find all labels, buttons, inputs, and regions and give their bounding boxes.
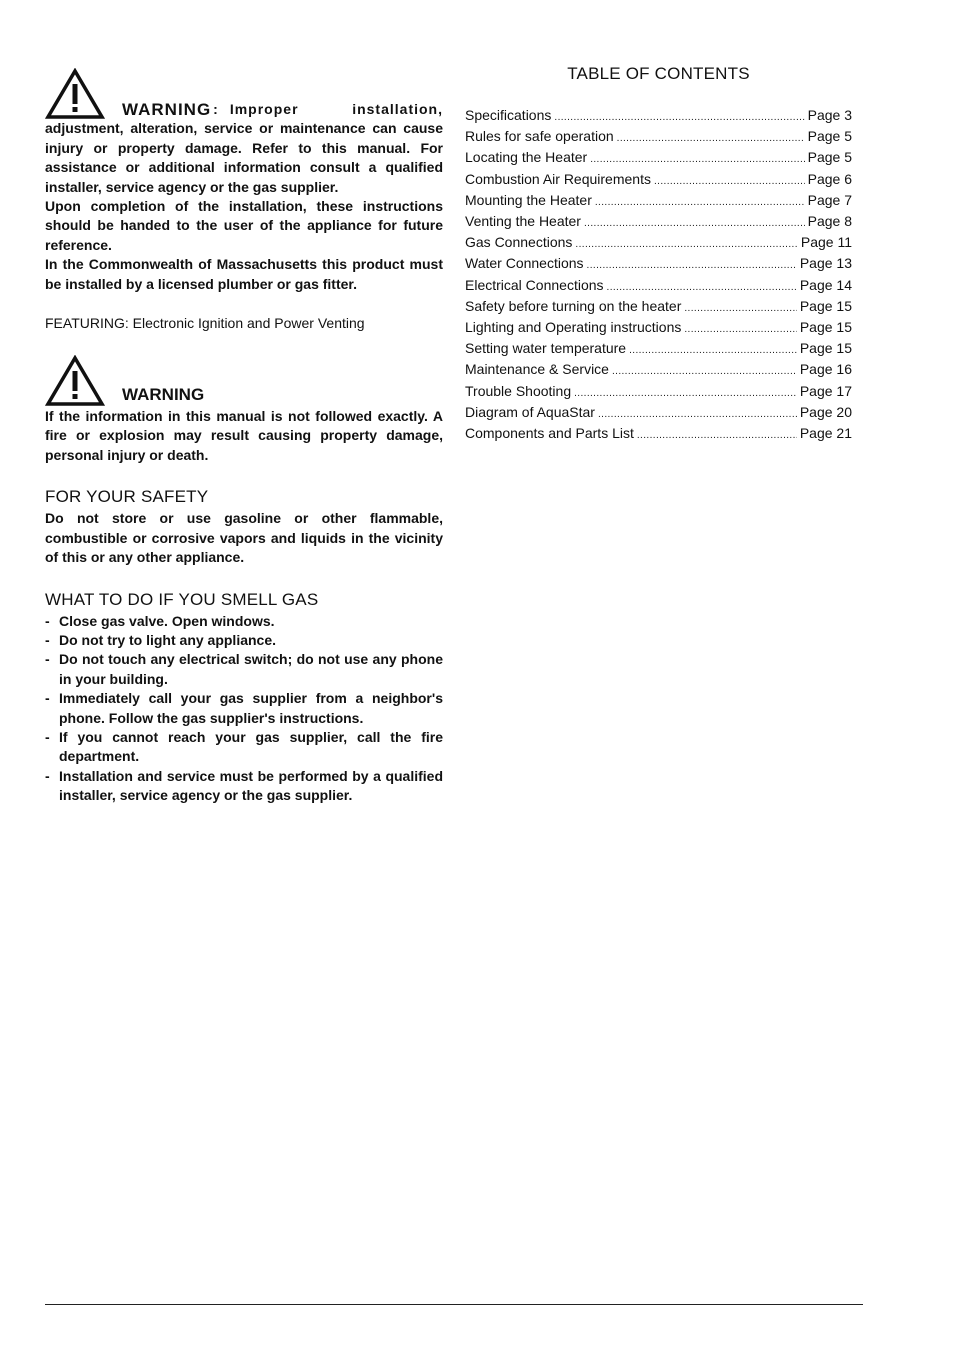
toc-entry: Components and Parts List ..... Page 21 bbox=[465, 424, 852, 445]
toc-entry: Locating the Heater ..... Page 5 bbox=[465, 148, 852, 169]
toc-list bbox=[465, 106, 852, 445]
toc-entry: Gas Connections ..... Page 11 bbox=[465, 233, 852, 254]
warning-heading: WARNING bbox=[122, 100, 212, 119]
toc-entry: Diagram of AquaStar ..... Page 20 bbox=[465, 403, 852, 424]
warning-text-fire: If the information in this manual is not followed exactly. A fire or explosion may result causing property damage, personal injury or death. bbox=[45, 408, 443, 463]
warning-colon: : bbox=[213, 101, 218, 117]
warning-heading: WARNING bbox=[122, 385, 205, 405]
smell-gas-title: WHAT TO DO IF YOU SMELL GAS bbox=[45, 589, 319, 609]
safety-section bbox=[45, 487, 443, 567]
toc-entry: Combustion Air Requirements ..... Page 6 bbox=[465, 170, 852, 191]
warning-text-installation: adjustment, alteration, service or maintenance can cause injury or property damage. Refer to this manual. For assistance or additional information consult a qualified installer, service agency or the gas supplier. bbox=[45, 120, 443, 195]
warning-text-handover: Upon completion of the installation, these instructions should be handed to the user of the appliance for future reference. bbox=[45, 198, 443, 253]
left-column bbox=[45, 68, 443, 806]
safety-title: FOR YOUR SAFETY bbox=[45, 487, 209, 507]
toc-entry: Water Connections ..... Page 13 bbox=[465, 254, 852, 275]
toc-entry: Specifications ..... Page 3 bbox=[465, 106, 852, 127]
toc-entry: Venting the Heater ..... Page 8 bbox=[465, 212, 852, 233]
toc-title: TABLE OF CONTENTS bbox=[567, 64, 750, 83]
list-item: - Do not touch any electrical switch; do not use any phone in your building. bbox=[45, 651, 443, 687]
safety-text: Do not store or use gasoline or other flammable, combustible or corrosive vapors and liquids in the vicinity of this or any other appliance. bbox=[45, 510, 443, 566]
list-item: - Close gas valve. Open windows. bbox=[45, 612, 275, 629]
table-of-contents bbox=[465, 64, 852, 445]
warning-first-line bbox=[45, 100, 443, 119]
list-item: - If you cannot reach your gas supplier, call the fire department. bbox=[45, 728, 443, 765]
warning-block-installation bbox=[45, 68, 443, 294]
warning-triangle-icon bbox=[45, 355, 105, 407]
toc-entry: Trouble Shooting ..... Page 17 bbox=[465, 382, 852, 403]
list-item: - Installation and service must be performed by a qualified installer, service agency or the gas supplier. bbox=[45, 767, 443, 804]
toc-entry: Setting water temperature ..... Page 15 bbox=[465, 339, 852, 360]
list-item: - Do not try to light any appliance. bbox=[45, 631, 277, 648]
smell-gas-section bbox=[45, 590, 443, 806]
toc-entry: Electrical Connections ..... Page 14 bbox=[465, 276, 852, 297]
toc-entry: Mounting the Heater ..... Page 7 bbox=[465, 191, 852, 212]
featuring-line: FEATURING: Electronic Ignition and Power Venting bbox=[45, 315, 365, 332]
toc-entry: Safety before turning on the heater ..... Page 15 bbox=[465, 297, 852, 318]
warning-text-massachusetts: In the Commonwealth of Massachusetts this product must be installed by a licensed plumber or gas fitter. bbox=[45, 256, 443, 292]
warning-first-line-text: Improper installation, bbox=[229, 101, 443, 117]
toc-entry: Rules for safe operation ..... Page 5 bbox=[465, 127, 852, 148]
footer-rule bbox=[45, 1304, 863, 1305]
smell-gas-list bbox=[45, 612, 443, 806]
warning-block-fire bbox=[45, 355, 443, 465]
toc-entry: Maintenance & Service ..... Page 16 bbox=[465, 360, 852, 381]
toc-entry: Lighting and Operating instructions ..... Page 15 bbox=[465, 318, 852, 339]
list-item: - Immediately call your gas supplier from a neighbor's phone. Follow the gas supplier's instructions. bbox=[45, 690, 443, 726]
